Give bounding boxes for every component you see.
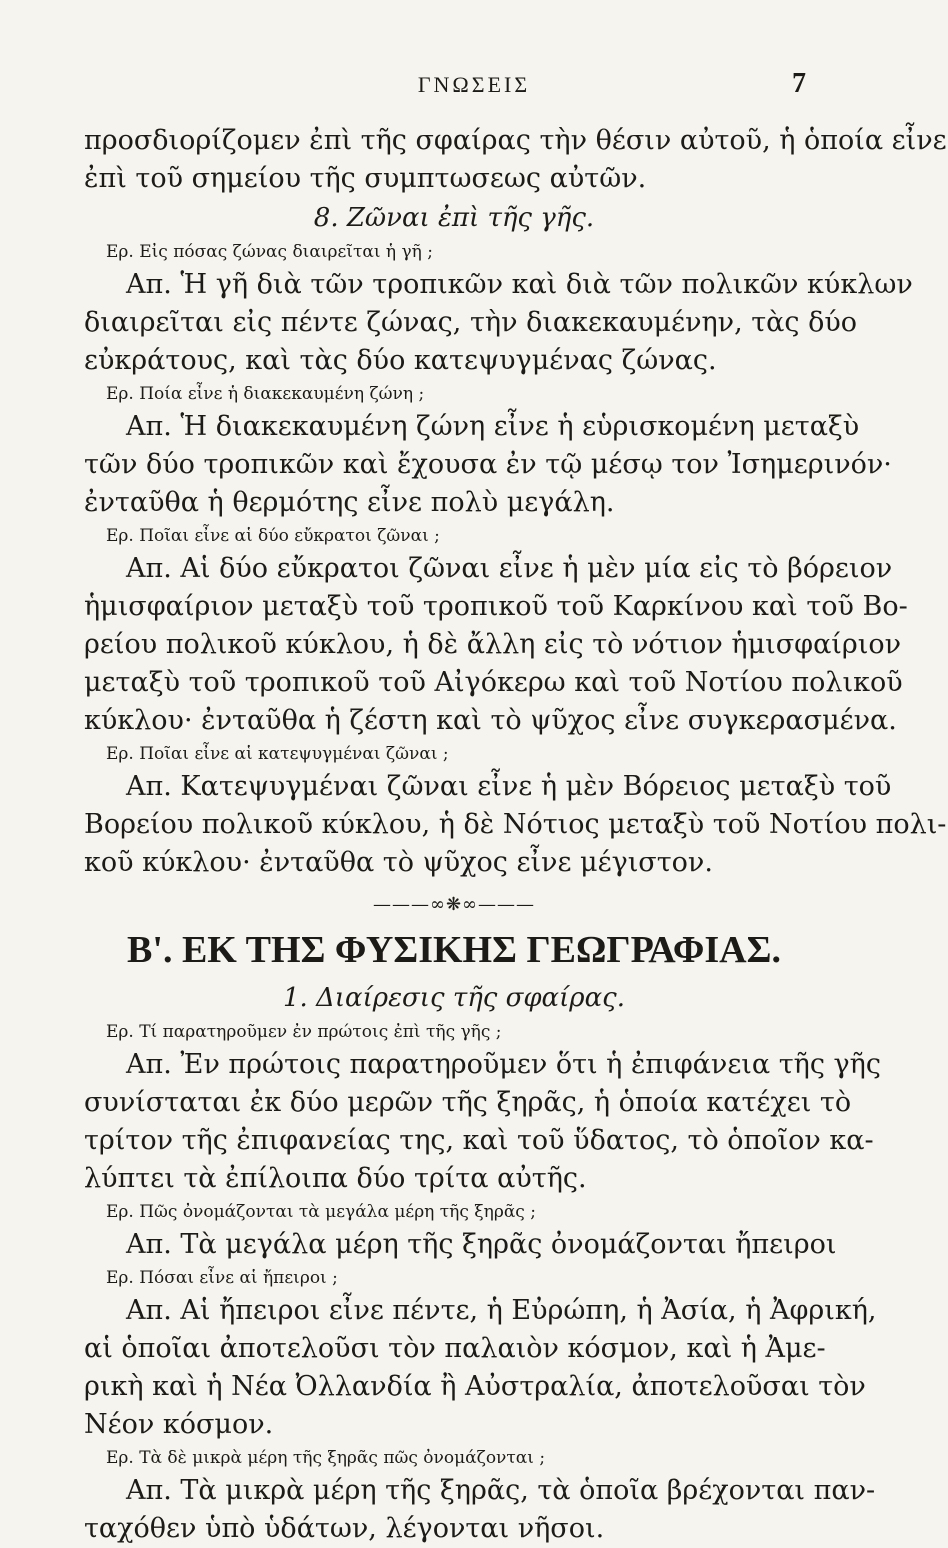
- running-header: ΓΝΩΣΕΙΣ: [417, 72, 531, 97]
- subsection-heading: 8. Ζῶναι ἐπὶ τῆς γῆς.: [313, 203, 595, 233]
- question-line: Ερ. Ποία εἶνε ἡ διακεκαυμένη ζώνη ;: [106, 384, 425, 404]
- question-line: Ερ. Τὰ δὲ μικρὰ μέρη τῆς ξηρᾶς πῶς ὀνομάζονται ;: [106, 1448, 546, 1468]
- answer-line: Απ. Τὰ μεγάλα μέρη τῆς ξηρᾶς ὀνομάζονται ἤπειροι: [126, 1229, 837, 1260]
- question-line: Ερ. Πῶς ὀνομάζονται τὰ μεγάλα μέρη τῆς ξηρᾶς ;: [106, 1202, 536, 1222]
- answer-line: Νέον κόσμον.: [84, 1409, 274, 1440]
- answer-line: ρείου πολικοῦ κύκλου, ἡ δὲ ἄλλη εἰς τὸ νότιον ἡμισφαίριον: [84, 629, 902, 660]
- question-line: Ερ. Ποῖαι εἶνε αἱ δύο εὔκρατοι ζῶναι ;: [106, 526, 440, 546]
- answer-line: κύκλου· ἐνταῦθα ἡ ζέστη καὶ τὸ ψῦχος εἶνε συγκερασμένα.: [84, 705, 897, 736]
- question-line: Ερ. Πόσαι εἶνε αἱ ἤπειροι ;: [106, 1268, 338, 1288]
- divider-ornament: ———∞❋∞———: [372, 894, 536, 915]
- answer-line: Απ. Ἡ διακεκαυμένη ζώνη εἶνε ἡ εὑρισκομένη μεταξὺ: [126, 411, 860, 442]
- answer-line: Απ. Ἡ γῆ διὰ τῶν τροπικῶν καὶ διὰ τῶν πολικῶν κύκλων: [126, 269, 913, 300]
- text-line: προσδιορίζομεν ἐπὶ τῆς σφαίρας τὴν θέσιν αὐτοῦ, ἡ ὁποία εἶνε: [84, 125, 947, 156]
- answer-line: μεταξὺ τοῦ τροπικοῦ τοῦ Αἰγόκερω καὶ τοῦ Νοτίου πολικοῦ: [84, 667, 903, 698]
- answer-line: συνίσταται ἐκ δύο μερῶν τῆς ξηρᾶς, ἡ ὁποία κατέχει τὸ: [84, 1087, 852, 1118]
- answer-line: κοῦ κύκλου· ἐνταῦθα τὸ ψῦχος εἶνε μέγιστον.: [84, 847, 713, 878]
- text-line: ἐπὶ τοῦ σημείου τῆς συμπτωσεως αὐτῶν.: [84, 163, 647, 194]
- answer-line: ταχόθεν ὑπὸ ὑδάτων, λέγονται νῆσοι.: [84, 1513, 605, 1544]
- section-heading: Β'. ΕΚ ΤΗΣ ΦΥΣΙΚΗΣ ΓΕΩΓΡΑΦΙΑΣ.: [127, 929, 781, 971]
- body-text: [84, 122, 947, 1548]
- answer-line: Βορείου πολικοῦ κύκλου, ἡ δὲ Νότιος μεταξὺ τοῦ Νοτίου πολι-: [84, 809, 947, 840]
- question-line: Ερ. Εἰς πόσας ζώνας διαιρεῖται ἡ γῆ ;: [106, 242, 433, 262]
- answer-line: Απ. Κατεψυγμέναι ζῶναι εἶνε ἡ μὲν Βόρειος μεταξὺ τοῦ: [126, 771, 892, 802]
- page-number: 7: [792, 68, 806, 99]
- answer-line: Απ. Ἐν πρώτοις παρατηροῦμεν ὅτι ἡ ἐπιφάνεια τῆς γῆς: [126, 1049, 881, 1080]
- question-line: Ερ. Τί παρατηροῦμεν ἐν πρώτοις ἐπὶ τῆς γῆς ;: [106, 1022, 502, 1042]
- answer-line: ρικὴ καὶ ἡ Νέα Ὀλλανδία ἢ Αὐστραλία, ἀποτελοῦσαι τὸν: [84, 1371, 866, 1402]
- answer-line: ἡμισφαίριον μεταξὺ τοῦ τροπικοῦ τοῦ Καρκίνου καὶ τοῦ Βο-: [84, 591, 908, 622]
- question-line: Ερ. Ποῖαι εἶνε αἱ κατεψυγμέναι ζῶναι ;: [106, 744, 449, 764]
- answer-line: Απ. Τὰ μικρὰ μέρη τῆς ξηρᾶς, τὰ ὁποῖα βρέχονται παν-: [126, 1475, 876, 1506]
- subsection-heading: 1. Διαίρεσις τῆς σφαίρας.: [283, 983, 625, 1013]
- answer-line: Απ. Αἱ δύο εὔκρατοι ζῶναι εἶνε ἡ μὲν μία εἰς τὸ βόρειον: [126, 553, 893, 584]
- answer-line: τῶν δύο τροπικῶν καὶ ἔχουσα ἐν τῷ μέσῳ τον Ἰσημερινόν·: [84, 449, 892, 480]
- answer-line: λύπτει τὰ ἐπίλοιπα δύο τρίτα αὐτῆς.: [84, 1163, 587, 1194]
- answer-line: ἐνταῦθα ἡ θερμότης εἶνε πολὺ μεγάλη.: [84, 487, 615, 518]
- answer-line: αἱ ὁποῖαι ἀποτελοῦσι τὸν παλαιὸν κόσμον, καὶ ἡ Ἀμε-: [84, 1333, 826, 1364]
- answer-line: εὐκράτους, καὶ τὰς δύο κατεψυγμένας ζώνας.: [84, 345, 717, 376]
- answer-line: διαιρεῖται εἰς πέντε ζώνας, τὴν διακεκαυμένην, τὰς δύο: [84, 307, 858, 338]
- answer-line: Απ. Αἱ ἤπειροι εἶνε πέντε, ἡ Εὐρώπη, ἡ Ἀσία, ἡ Ἀφρική,: [126, 1295, 877, 1326]
- answer-line: τρίτον τῆς ἐπιφανείας της, καὶ τοῦ ὕδατος, τὸ ὁποῖον κα-: [84, 1125, 874, 1156]
